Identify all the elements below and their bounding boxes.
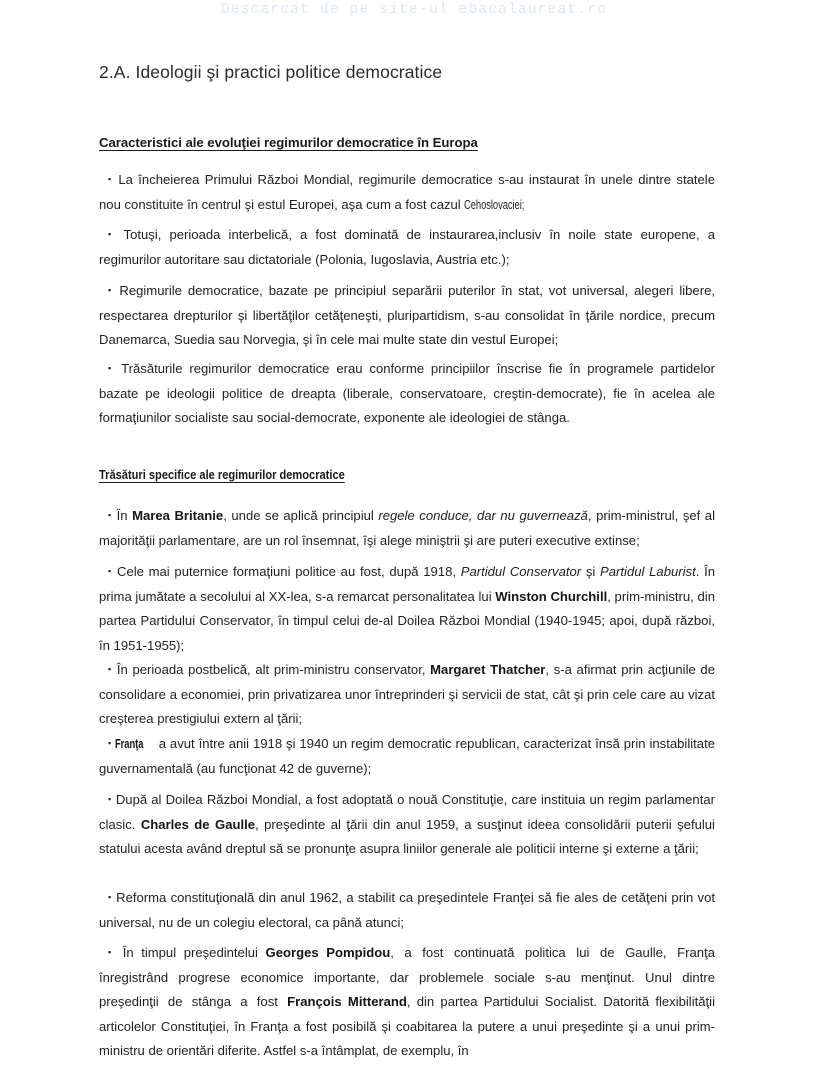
emphasis-party: Partidul Conservator	[460, 564, 582, 579]
paragraph-text: . În prima jumătate a secolului al XX-lea, s-a remarcat personalitatea lui	[99, 564, 716, 604]
paragraph-text: În perioada postbelică, alt prim-ministru conservator,	[116, 662, 431, 677]
paragraph-bullet	[99, 731, 715, 781]
emphasis-party: Partidul Laburist	[600, 564, 696, 579]
bullet-marker: ▪	[108, 947, 116, 957]
paragraph-text: , unde se aplică principiul	[223, 508, 379, 523]
paragraph-text: , din partea Partidului Socialist. Datorită flexibilităţii articolelor Constituţiei, în Franţa a fost posibilă şi coabitarea la putere a unui preşedinte şi a unui prim-ministru de orientări diferite. Astfel s-a întâmplat, de exemplu, în	[99, 994, 715, 1059]
paragraph-text: Cele mai puternice formaţiuni politice au fost, după 1918,	[116, 564, 461, 579]
bullet-marker: ▪	[108, 892, 112, 902]
section-heading-traits: Trăsături specifice ale regimurilor democratice	[99, 468, 345, 482]
paragraph-text-condensed: Cehoslovaciei;	[464, 196, 525, 212]
paragraph-text: , prim-ministru, din partea Partidului Conservator, în timpul celui de-al Doilea Război Mondial (1940-1945; apoi, după război, în 1951-1955);	[99, 588, 715, 653]
emphasis-country: Marea Britanie	[132, 508, 224, 523]
paragraph-text: a avut între anii 1918 şi 1940 un regim democratic republican, caracterizat însă prin instabilitate guvernamentală (au funcţionat 42 de guverne);	[99, 736, 715, 776]
bullet-marker: ▪	[108, 794, 112, 804]
bullet-marker: ▪	[108, 738, 112, 748]
paragraph-text: După al Doilea Război Mondial, a fost adoptată o nouă Constituţie, care instituia un regim parlamentar clasic.	[99, 792, 715, 832]
paragraph-text: şi	[581, 564, 601, 579]
paragraph-text: , prim-ministrul, şef al majorităţii parlamentare, are un rol însemnat, îşi alege miniştrii şi are puteri executive extinse;	[99, 508, 716, 548]
paragraph-bullet	[99, 503, 715, 553]
paragraph-bullet	[99, 356, 715, 431]
paragraph-text: Trăsăturile regimurilor democratice erau conforme principiilor înscrise fie în programele partidelor bazate pe ideologii politice de dreapta (liberale, conservatoare, creştin-democrate), fie în acelea ale formaţiunilor socialiste sau social-democrate, exponente ale ideologiei de stânga.	[99, 361, 716, 426]
site-watermark: Descarcat de pe site-ul ebacalaureat.ro	[220, 2, 608, 18]
emphasis-person: Margaret Thatcher	[430, 662, 546, 677]
section-heading-characteristics: Caracteristici ale evoluţiei regimurilor democratice în Europa	[99, 135, 478, 150]
paragraph-text: La încheierea Primului Război Mondial, regimurile democratice s-au instaurat în unele dintre statele nou constituite în centrul şi estul Europei, aşa cum a fost cazul	[99, 172, 715, 212]
paragraph-text: Reforma constituţională din anul 1962, a stabilit ca preşedintele Franţei să fie ales de cetăţeni prin vot universal, nu de un colegiu electoral, ca până atunci;	[99, 890, 716, 930]
paragraph-bullet	[99, 657, 715, 732]
paragraph-bullet	[99, 940, 715, 1064]
emphasis-country-condensed: Franţa	[115, 736, 144, 751]
bullet-marker: ▪	[108, 566, 113, 576]
emphasis-quote: regele conduce, dar nu guvernează	[378, 508, 588, 523]
bullet-marker: ▪	[108, 229, 116, 239]
emphasis-person: Winston Churchill	[495, 588, 608, 604]
emphasis-person: Charles de Gaulle	[140, 816, 256, 832]
page-title: 2.A. Ideologii şi practici politice democratice	[99, 62, 443, 82]
emphasis-person: Georges Pompidou	[265, 945, 391, 960]
paragraph-bullet	[99, 167, 715, 217]
paragraph-bullet	[99, 559, 715, 658]
paragraph-bullet	[99, 278, 715, 353]
bullet-marker: ▪	[108, 664, 113, 674]
paragraph-bullet	[99, 222, 715, 272]
paragraph-text: , preşedinte al ţării din anul 1959, a susţinut ideea consolidării puterii şefului statului acesta având dreptul să se pronunţe asupra liniilor generale ale politicii interne şi externe a ţării;	[99, 816, 715, 857]
paragraph-text: Regimurile democratice, bazate pe principiul separării puterilor în stat, vot universal, alegeri libere, respectarea drepturilor şi libertăţilor cetăţeneşti, pluripartidism, s-au consolidat în ţările nordice, precum Danemarca, Suedia sau Norvegia, şi în cele mai multe state din vestul Europei;	[99, 283, 715, 348]
bullet-marker: ▪	[108, 510, 113, 520]
bullet-marker: ▪	[108, 363, 115, 373]
paragraph-text: , a fost continuată politica lui de Gaulle, Franţa înregistrând progrese economice importante, dar problemele sociale s-au menţinut. Unul dintre preşedinţii de stânga a fost	[99, 945, 715, 1010]
paragraph-text: În	[116, 508, 133, 523]
paragraph-text: În timpul preşedintelui	[122, 945, 266, 960]
bullet-marker: ▪	[108, 285, 114, 295]
emphasis-person: François Mitterand	[287, 994, 407, 1010]
paragraph-text: Totuşi, perioada interbelică, a fost dominată de instaurarea,inclusiv în noile state europene, a regimurilor autoritare sau dictatoriale (Polonia, Iugoslavia, Austria etc.);	[99, 227, 715, 267]
bullet-marker: ▪	[108, 174, 113, 184]
paragraph-bullet	[99, 787, 715, 862]
paragraph-text: , s-a afirmat prin acţiunile de consolidare a economiei, prin privatizarea unor întreprinderi şi servicii de stat, cât şi prin cele care au vizat creşterea prestigiului extern al ţării;	[99, 662, 715, 727]
paragraph-bullet	[99, 885, 715, 935]
